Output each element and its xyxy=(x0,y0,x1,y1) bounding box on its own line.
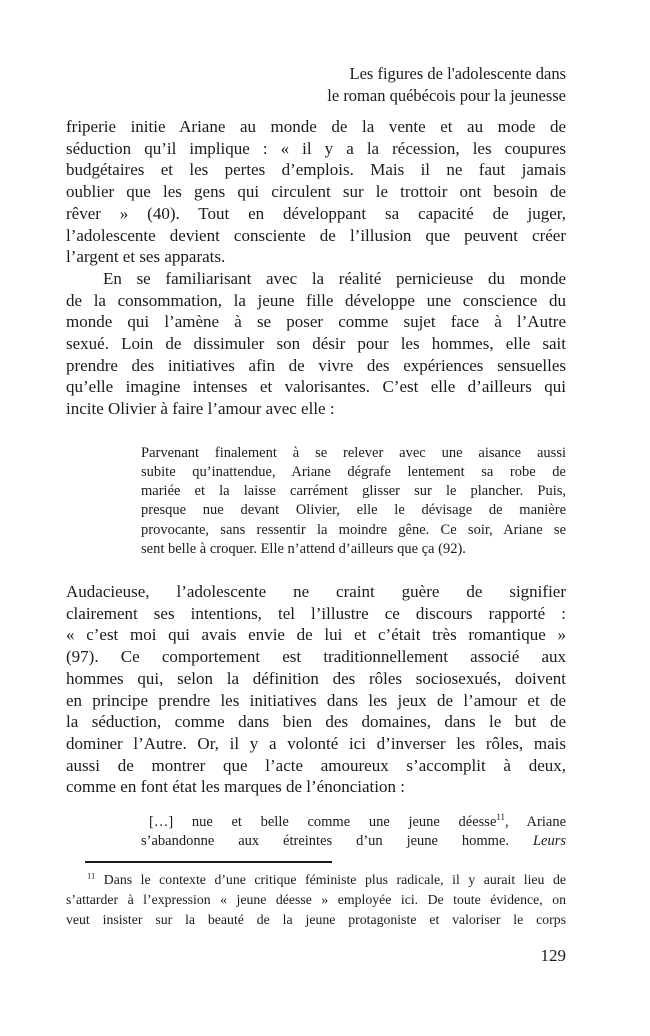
page-number: 129 xyxy=(540,946,566,965)
running-header-line: Les figures de l'adolescente dans xyxy=(349,64,566,83)
text-line: rêver » (40). Tout en développant sa capacité de juger, xyxy=(66,203,566,223)
quote-line: Parvenant finalement à se relever avec une aisance aussi xyxy=(141,444,566,461)
text-line: Audacieuse, l’adolescente ne craint guère de signifier xyxy=(66,582,566,602)
block-quote-2 xyxy=(141,813,566,851)
running-header xyxy=(66,63,566,106)
quote-line: mariée et la laisse carrément glisser sur le plancher. Puis, xyxy=(141,483,566,500)
paragraph-3 xyxy=(66,581,566,798)
footnote-line: veut insister sur la beauté de la jeune protagoniste et valoriser le corps xyxy=(66,911,566,927)
footnote-line xyxy=(66,870,566,890)
text-column xyxy=(66,116,566,930)
text-line: friperie initie Ariane au monde de la vente et au mode de xyxy=(66,117,566,136)
paragraph-2 xyxy=(66,268,566,420)
footnote-11 xyxy=(66,870,566,930)
text-line: monde qui l’amène à se poser comme sujet face à l’Autre xyxy=(66,312,566,332)
quote-text: s’abandonne aux étreintes d’un jeune homme. xyxy=(141,833,533,850)
quote-text: […] nue et belle comme une jeune déesse xyxy=(149,814,497,831)
quote-line: provocante, sans ressentir la moindre gêne. Ce soir, Ariane se xyxy=(141,521,566,538)
text-line: en principe prendre les initiatives dans les jeux de l’amour et de xyxy=(66,690,566,710)
text-line: la séduction, comme dans bien des domaines, dans le but de xyxy=(66,712,566,732)
text-line: sexué. Loin de dissimuler son désir pour les hommes, elle sait xyxy=(66,334,566,354)
quote-line: subite qu’inattendue, Ariane dégrafe lentement sa robe de xyxy=(141,464,566,481)
footnote-reference: 11 xyxy=(496,812,506,823)
footnote-line: s’attarder à l’expression « jeune déesse » employée ici. De toute évidence, on xyxy=(66,891,566,907)
text-line: l’argent et ses apparats. xyxy=(66,247,226,267)
text-line: budgétaires et les pertes d’emplois. Mais il ne faut jamais xyxy=(66,160,566,180)
footnote-text: Dans le contexte d’une critique féministe plus radicale, il y aurait lieu de xyxy=(95,871,566,887)
text-line: séduction qu’il implique : « il y a la récession, les coupures xyxy=(66,138,566,158)
text-line: clairement ses intentions, tel l’illustre ce discours rapporté : xyxy=(66,603,566,623)
text-line: En se familiarisant avec la réalité pernicieuse du monde xyxy=(103,268,566,288)
text-line: comme en font état les marques de l’énonciation : xyxy=(66,777,405,797)
running-header-line: le roman québécois pour la jeunesse xyxy=(327,85,566,105)
text-line: dominer l’Autre. Or, il y a volonté ici d’inverser les rôles, mais xyxy=(66,733,566,753)
text-line: prendre des initiatives afin de vivre des expériences sensuelles xyxy=(66,355,566,375)
quote-line: presque nue devant Olivier, elle le dévisage de manière xyxy=(141,502,566,519)
text-line: « c’est moi qui avais envie de lui et c’était très romantique » xyxy=(66,625,566,645)
paragraph-1 xyxy=(66,116,566,268)
quote-text-italic: Leurs xyxy=(532,833,566,850)
text-line: (97). Ce comportement est traditionnellement associé aux xyxy=(66,647,566,667)
block-quote-1 xyxy=(141,444,566,559)
text-line: l’adolescente devient consciente de l’illusion que peuvent créer xyxy=(66,225,566,245)
text-line: de la consommation, la jeune fille développe une conscience du xyxy=(66,290,566,310)
footnote-separator xyxy=(85,861,332,863)
text-line: incite Olivier à faire l’amour avec elle : xyxy=(66,399,335,419)
quote-line xyxy=(141,813,566,832)
quote-line: sent belle à croquer. Elle n’attend d’ailleurs que ça (92). xyxy=(141,540,466,557)
quote-text: , Ariane xyxy=(505,814,567,831)
quote-line xyxy=(141,832,566,851)
text-line: aussi de montrer que l’acte amoureux s’accomplit à deux, xyxy=(66,755,566,775)
text-line: qu’elle imagine intenses et valorisantes. C’est elle d’ailleurs qui xyxy=(66,377,566,397)
footnote-number: 11 xyxy=(87,869,96,880)
text-line: hommes qui, selon la définition des rôles sociosexués, doivent xyxy=(66,668,566,688)
text-line: oublier que les gens qui circulent sur le trottoir ont besoin de xyxy=(66,182,566,202)
